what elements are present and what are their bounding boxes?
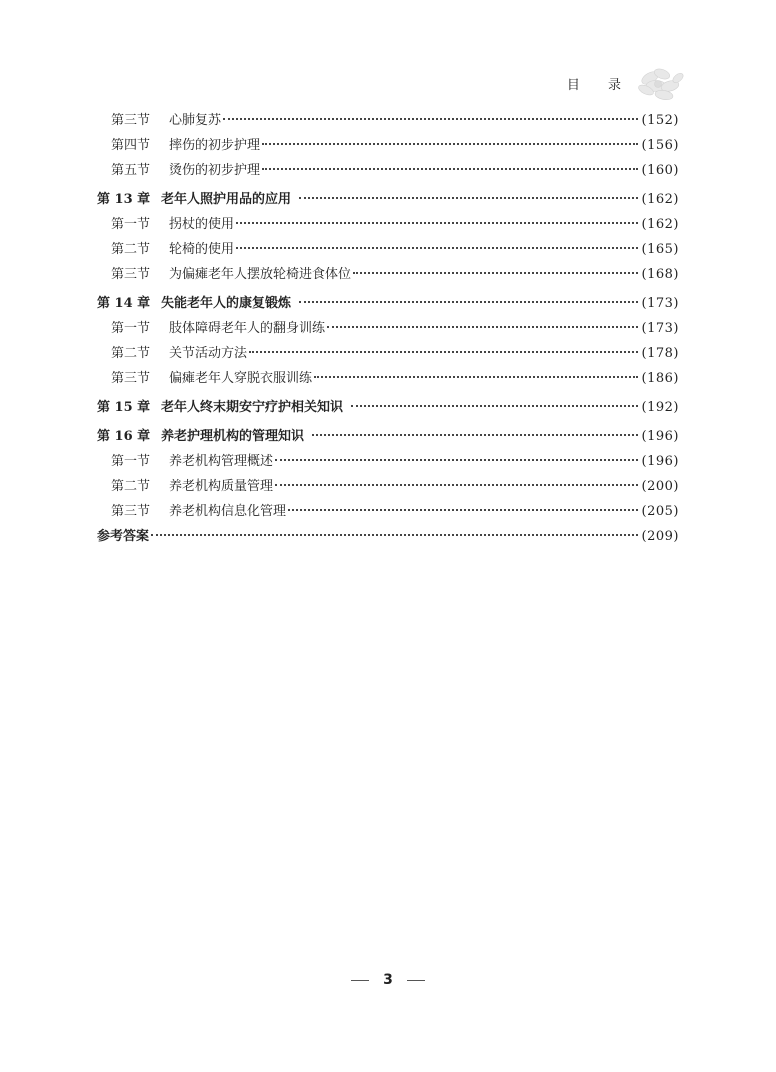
flower-ornament-icon (630, 64, 688, 104)
toc-entry-title: 养老机构信息化管理 (169, 504, 287, 519)
header-title: 目 录 (566, 78, 633, 93)
toc-entry-page: (178) (641, 346, 679, 361)
toc-entry-number: 第四节 (111, 138, 151, 153)
toc-section-row[interactable] (97, 158, 679, 183)
toc-entry-page: (173) (641, 296, 679, 311)
toc-entry-page: (160) (641, 163, 679, 178)
toc-section-row[interactable] (97, 316, 679, 341)
toc-entry-page: (192) (641, 400, 679, 415)
toc-entry-page: (196) (641, 454, 679, 469)
toc-entry-page: (152) (641, 113, 679, 128)
toc-entry-page: (162) (641, 192, 679, 207)
dot-leader (275, 459, 638, 461)
toc-entry-page: (173) (641, 321, 679, 336)
dot-leader (275, 484, 638, 486)
toc-entry-page: (156) (641, 138, 679, 153)
toc-entry-title: 老年人终末期安宁疗护相关知识 (161, 400, 344, 415)
toc-entry-title: 养老机构管理概述 (169, 454, 274, 469)
toc-entry-number: 第一节 (111, 321, 151, 336)
dot-leader (353, 272, 638, 274)
toc-section-row[interactable] (97, 133, 679, 158)
dot-leader (312, 434, 638, 436)
toc-chapter-row[interactable] (97, 291, 679, 316)
dot-leader (262, 143, 638, 145)
toc-entry-title: 肢体障碍老年人的翻身训练 (169, 321, 326, 336)
dot-leader (236, 247, 638, 249)
dot-leader (351, 405, 638, 407)
dot-leader (299, 301, 638, 303)
toc-entry-title: 轮椅的使用 (169, 242, 235, 257)
toc-chapter-row[interactable] (97, 187, 679, 212)
toc-entry-page: (200) (641, 479, 679, 494)
toc-entry-number: 第一节 (111, 217, 151, 232)
toc-entry-title: 养老护理机构的管理知识 (161, 429, 305, 444)
toc-section-row[interactable] (97, 366, 679, 391)
toc-entry-page: (165) (641, 242, 679, 257)
toc-entry-number: 第 13 章 (97, 192, 151, 207)
toc-entry-number: 第三节 (111, 371, 151, 386)
footer-dash-left (351, 980, 369, 981)
toc-entry-title: 拐杖的使用 (169, 217, 235, 232)
dot-leader (299, 197, 638, 199)
page-footer (0, 972, 776, 988)
toc-entry-page: (168) (641, 267, 679, 282)
dot-leader (236, 222, 638, 224)
toc-entry-number: 第三节 (111, 504, 151, 519)
toc-entry-number: 第五节 (111, 163, 151, 178)
toc-section-row[interactable] (97, 449, 679, 474)
toc-entry-page: (205) (641, 504, 679, 519)
toc-chapter-row[interactable] (97, 424, 679, 449)
toc-section-row[interactable] (97, 212, 679, 237)
dot-leader (249, 351, 638, 353)
dot-leader (327, 326, 638, 328)
toc-entry-number: 第一节 (111, 454, 151, 469)
toc-entry-title: 养老机构质量管理 (169, 479, 274, 494)
toc-chapter-row[interactable] (97, 395, 679, 420)
toc-entry-number: 第 14 章 (97, 296, 151, 311)
toc-entry-number: 第三节 (111, 113, 151, 128)
toc-entry-title: 为偏瘫老年人摆放轮椅进食体位 (169, 267, 352, 282)
toc-section-row[interactable] (97, 237, 679, 262)
dot-leader (314, 376, 638, 378)
toc-entry-title: 偏瘫老年人穿脱衣服训练 (169, 371, 313, 386)
toc-answers-row[interactable] (97, 524, 679, 549)
toc-entry-page: (209) (641, 529, 679, 544)
toc-section-row[interactable] (97, 499, 679, 524)
page-header (528, 64, 688, 104)
toc-entry-number: 第 15 章 (97, 400, 151, 415)
toc-section-row[interactable] (97, 262, 679, 287)
page-number: 3 (383, 972, 393, 988)
table-of-contents (97, 108, 679, 549)
toc-section-row[interactable] (97, 474, 679, 499)
toc-entry-title: 老年人照护用品的应用 (161, 192, 292, 207)
toc-entry-title: 失能老年人的康复锻炼 (161, 296, 292, 311)
toc-entry-number: 第二节 (111, 242, 151, 257)
toc-entry-title: 摔伤的初步护理 (169, 138, 261, 153)
toc-entry-number: 第二节 (111, 346, 151, 361)
toc-entry-number: 第 16 章 (97, 429, 151, 444)
dot-leader (288, 509, 638, 511)
toc-section-row[interactable] (97, 341, 679, 366)
toc-entry-page: (186) (641, 371, 679, 386)
toc-entry-title: 参考答案 (97, 529, 150, 544)
toc-section-row[interactable] (97, 108, 679, 133)
toc-entry-page: (196) (641, 429, 679, 444)
dot-leader (223, 118, 638, 120)
toc-entry-number: 第三节 (111, 267, 151, 282)
dot-leader (151, 534, 638, 536)
toc-entry-number: 第二节 (111, 479, 151, 494)
footer-dash-right (407, 980, 425, 981)
toc-entry-title: 心肺复苏 (169, 113, 222, 128)
toc-entry-title: 烫伤的初步护理 (169, 163, 261, 178)
dot-leader (262, 168, 638, 170)
toc-entry-page: (162) (641, 217, 679, 232)
toc-entry-title: 关节活动方法 (169, 346, 248, 361)
